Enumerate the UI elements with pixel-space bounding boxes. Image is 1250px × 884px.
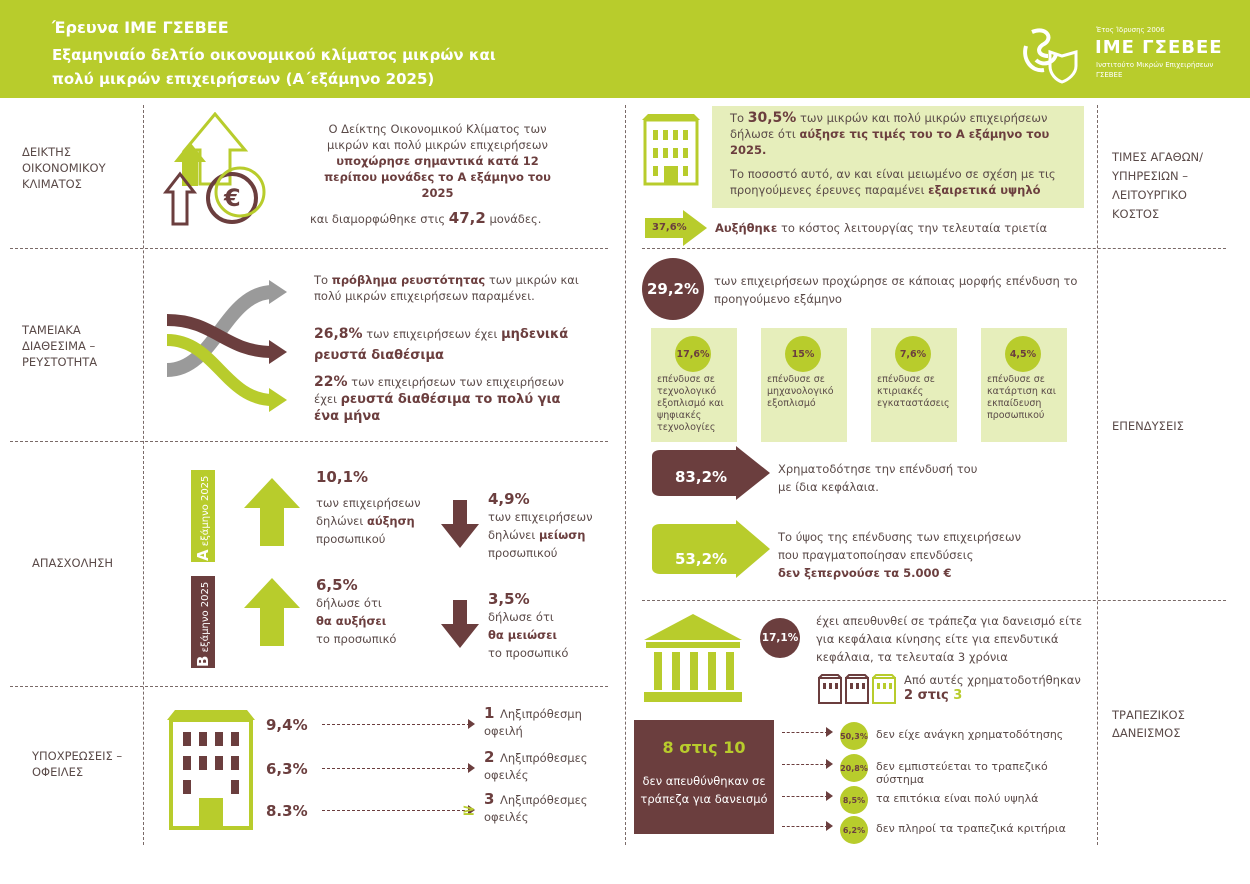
reason-label: δεν πληροί τα τραπεζικά κριτήρια: [876, 822, 1066, 835]
emp-a-up-line2: δηλώνει: [316, 514, 364, 528]
invest-card: [871, 328, 957, 442]
emp-b-up-line1: δήλωσε ότι: [316, 596, 382, 610]
cash-p1-b: πρόβλημα ρευστότητας: [331, 273, 486, 287]
arrowhead-icon: [468, 719, 475, 729]
header-banner: [0, 0, 1250, 98]
emp-a-up-pct: 10,1%: [316, 468, 369, 486]
office-building-icon: [165, 708, 257, 830]
divider-left: [143, 105, 144, 845]
own-funds-pct: 83,2%: [675, 468, 728, 486]
reason-label: τα επιτόκια είναι πολύ υψηλά: [876, 792, 1039, 805]
climate-value: 47,2: [448, 209, 486, 227]
reason-pct: 8,5%: [840, 786, 868, 814]
investment-size-pct: 53,2%: [675, 550, 728, 568]
section-label-prices: ΤΙΜΕΣ ΑΓΑΘΩΝ/ ΥΠΗΡΕΣΙΩΝ – ΛΕΙΤΟΥΡΓΙΚΟ ΚΟΣΤΟΣ: [1112, 150, 1203, 221]
divider-h5: [642, 600, 1226, 601]
bank-building-icon: [640, 612, 746, 704]
investment-size-bold: δεν ξεπερνούσε τα 5.000 €: [778, 566, 952, 580]
prices-c: αύξησε τις τιμές του το Α εξάμηνο του 2025.: [730, 127, 1050, 157]
debt-pct: 6,3%: [266, 760, 308, 778]
dashed-arrow-icon: [322, 724, 470, 725]
climate-intro: Ο Δείκτης Οικονομικού Κλίματος των μικρών και πολύ μικρών επιχειρήσεων: [327, 122, 548, 152]
invest-card: [761, 328, 847, 442]
emp-a-down-line1: των επιχειρήσεων: [488, 510, 593, 524]
cash-zero-text: των επιχειρήσεων έχει: [366, 327, 498, 341]
dashed-arrow-icon: [322, 810, 470, 811]
cost-text: το κόστος λειτουργίας την τελευταία τριετία: [780, 221, 1048, 235]
tab-b-text: εξάμηνο 2025: [200, 581, 211, 653]
reason-pct: 6,2%: [840, 816, 868, 844]
emp-a-down-pct: 4,9%: [488, 490, 530, 508]
debt-count: 3: [484, 790, 495, 808]
store-building-icon: [640, 112, 702, 186]
debt-count: 2: [484, 748, 495, 766]
cost-bold: Αυξήθηκε: [715, 221, 778, 235]
emp-a-down-bold: μείωση: [538, 528, 586, 542]
funded-text: Από αυτές χρηματοδοτήθηκαν: [904, 673, 1081, 687]
invest-card-label: επένδυσε σε τεχνολογικό εξοπλισμό και ψηφιακές τεχνολογίες: [657, 374, 724, 433]
bulletin-title: Εξαμηνιαίο δελτίο οικονομικού κλίματος μικρών και πολύ μικρών επιχειρήσεων (Α΄εξάμηνο 2025): [52, 46, 496, 88]
divider-center: [625, 105, 626, 845]
reason-label: δεν είχε ανάγκη χρηματοδότησης: [876, 728, 1064, 741]
debt-label: Ληξιπρόθεσμες οφειλές: [484, 751, 588, 782]
prices-d: Το ποσοστό αυτό, αν και είναι μειωμένο σε σχέση με τις προηγούμενες έρευνες παραμένει: [730, 167, 1056, 197]
dashed-arrow-icon: [782, 764, 828, 765]
emp-b-up-pct: 6,5%: [316, 576, 358, 594]
cash-p1-c: των μικρών και πολύ μικρών επιχειρήσεων παραμένει.: [314, 273, 579, 303]
emp-a-up-line3: προσωπικού: [316, 532, 386, 546]
funded-buildings-icon: [818, 674, 896, 704]
funded-b: 3: [953, 688, 963, 703]
invest-card-pct: 7,6%: [895, 336, 931, 372]
debt-label: Ληξιπρόθεσμη οφειλή: [484, 707, 582, 738]
arrowhead-icon: [468, 763, 475, 773]
invest-circle: 29,2%: [642, 258, 704, 320]
prices-pct: 30,5%: [747, 110, 797, 126]
invest-card: [651, 328, 737, 442]
arrowhead-icon: [826, 727, 833, 737]
section-label-investments: ΕΠΕΝΔΥΣΕΙΣ: [1112, 419, 1184, 433]
investment-size-arrow-icon: [652, 520, 770, 578]
invest-card-label: επένδυσε σε μηχανολογικό εξοπλισμό: [767, 374, 834, 409]
prices-e: εξαιρετικά υψηλό: [928, 183, 1041, 197]
divider-h4: [642, 248, 1226, 249]
climate-drop: υποχώρησε σημαντικά κατά 12 περίπου μονάδες το Α εξάμηνο του 2025: [324, 154, 551, 200]
reason-label: δεν εμπιστεύεται το τραπεζικό σύστημα: [876, 760, 1048, 786]
invest-card-pct: 15%: [785, 336, 821, 372]
funded-a: 2 στις: [904, 688, 949, 703]
section-label-climate: ΔΕΙΚΤΗΣ ΟΙΚΟΝΟΜΙΚΟΥ ΚΛΙΜΑΤΟΣ: [22, 145, 106, 191]
tab-semester-a: [191, 470, 215, 562]
svg-text:€: €: [224, 184, 241, 212]
no-loan-big: 8 στις 10: [662, 738, 746, 757]
emp-a-down-line3: προσωπικού: [488, 546, 558, 560]
debt-label: Ληξιπρόθεσμες οφειλές: [484, 793, 588, 824]
section-label-cash: ΤΑΜΕΙΑΚΑ ΔΙΑΘΕΣΙΜΑ – ΡΕΥΣΤΟΤΗΤΑ: [22, 323, 98, 369]
cost-pct: 37,6%: [652, 222, 687, 233]
logo-founding-year: Έτος Ίδρυσης 2006: [1096, 26, 1165, 34]
section-label-debts: ΥΠΟΧΡΕΩΣΕΙΣ – ΟΦΕΙΛΕΣ: [32, 749, 123, 779]
prices-b: των μικρών και πολύ μικρών επιχειρήσεων δήλωσε ότι: [730, 111, 1048, 141]
arrowhead-icon: [826, 759, 833, 769]
tab-semester-b: [191, 576, 215, 668]
cash-month-text: των επιχειρήσεων των επιχειρήσεων έχει: [314, 375, 564, 406]
climate-index-icon: [160, 112, 270, 232]
emp-b-down-pct: 3,5%: [488, 590, 530, 608]
climate-post: μονάδες.: [489, 212, 542, 226]
section-label-bank: ΤΡΑΠΕΖΙΚΟΣ ΔΑΝΕΙΣΜΟΣ: [1112, 708, 1185, 740]
invest-card: [981, 328, 1067, 442]
emp-b-up-bold: θα αυξήσει: [316, 614, 387, 628]
divider-right: [1097, 105, 1098, 845]
emp-a-up-bold: αύξηση: [366, 514, 415, 528]
logo-subtitle: Ινστιτούτο Μικρών Επιχειρήσεων ΓΣΕΒΕΕ: [1096, 61, 1214, 79]
tab-a-letter: Α: [194, 549, 212, 561]
divider-h2: [10, 441, 608, 442]
reason-pct: 20,8%: [840, 754, 868, 782]
cash-month-pct: 22%: [314, 374, 348, 390]
no-loan-box: [634, 720, 774, 834]
debt-geq-sign: ≥: [462, 800, 476, 819]
divider-h1: [10, 248, 608, 249]
arrowhead-icon: [826, 821, 833, 831]
debt-pct: 9,4%: [266, 716, 308, 734]
cash-zero-pct: 26,8%: [314, 326, 363, 342]
climate-pre: και διαμορφώθηκε στις: [310, 212, 446, 226]
logo-name: ΙΜΕ ΓΣΕΒΕΕ: [1095, 37, 1223, 58]
dashed-arrow-icon: [782, 732, 828, 733]
debt-count: 1: [484, 704, 495, 722]
reason-pct: 50,3%: [840, 722, 868, 750]
emp-a-down-line2: δηλώνει: [488, 528, 536, 542]
divider-h3: [10, 686, 608, 687]
investment-size-text: Το ύψος της επένδυσης των επιχειρήσεων που πραγματοποίησαν επενδύσεις: [778, 530, 1022, 562]
invest-card-pct: 17,6%: [675, 336, 711, 372]
emp-b-down-line1: δήλωσε ότι: [488, 610, 554, 624]
dashed-arrow-icon: [322, 768, 470, 769]
arrow-down-icon: [441, 500, 479, 548]
emp-b-down-bold: θα μειώσει: [488, 628, 557, 642]
invest-card-label: επένδυσε σε κατάρτιση και εκπαίδευση προσωπικού: [987, 374, 1056, 421]
arrowhead-icon: [826, 791, 833, 801]
tab-a-text: εξάμηνο 2025: [200, 475, 211, 547]
arrow-up-icon: [244, 578, 300, 646]
ime-logo-icon: [1018, 26, 1082, 84]
survey-title: Έρευνα ΙΜΕ ΓΣΕΒΕΕ: [52, 18, 229, 37]
dashed-arrow-icon: [782, 796, 828, 797]
prices-a: Το: [730, 111, 745, 125]
cash-zero-bold: μηδενικά ρευστά διαθέσιμα: [314, 327, 569, 363]
arrow-up-icon: [244, 478, 300, 546]
cash-p1-a: Το: [314, 273, 329, 287]
dashed-arrow-icon: [782, 826, 828, 827]
tab-b-letter: Β: [194, 655, 212, 667]
invest-text: των επιχειρήσεων προχώρησε σε κάποιας μορφής επένδυση το προηγούμενο εξάμηνο: [714, 274, 1078, 306]
invest-card-pct: 4,5%: [1005, 336, 1041, 372]
own-funds-text: Χρηματοδότησε την επένδυσή του με ίδια κεφάλαια.: [778, 462, 978, 494]
invest-card-label: επένδυσε σε κτιριακές εγκαταστάσεις: [877, 374, 950, 409]
emp-b-up-line3: το προσωπικό: [316, 632, 397, 646]
cash-month-bold: ρευστά διαθέσιμα το πολύ για ένα μήνα: [314, 392, 561, 424]
liquidity-arrows-icon: [165, 280, 290, 415]
bank-circle: 17,1%: [760, 618, 800, 658]
no-loan-text: δεν απευθύνθηκαν σε τράπεζα για δανεισμό: [640, 774, 768, 806]
emp-a-up-line1: των επιχειρήσεων: [316, 496, 421, 510]
section-label-employment: ΑΠΑΣΧΟΛΗΣΗ: [32, 556, 114, 570]
bank-text: έχει απευθυνθεί σε τράπεζα για δανεισμό είτε για κεφάλαια κίνησης είτε για επενδυτικά κεφάλαια, τα τελευταία 3 χρόνια: [816, 614, 1083, 664]
arrow-down-icon: [441, 600, 479, 648]
emp-b-down-line3: το προσωπικό: [488, 646, 569, 660]
debt-pct: 8.3%: [266, 802, 308, 820]
